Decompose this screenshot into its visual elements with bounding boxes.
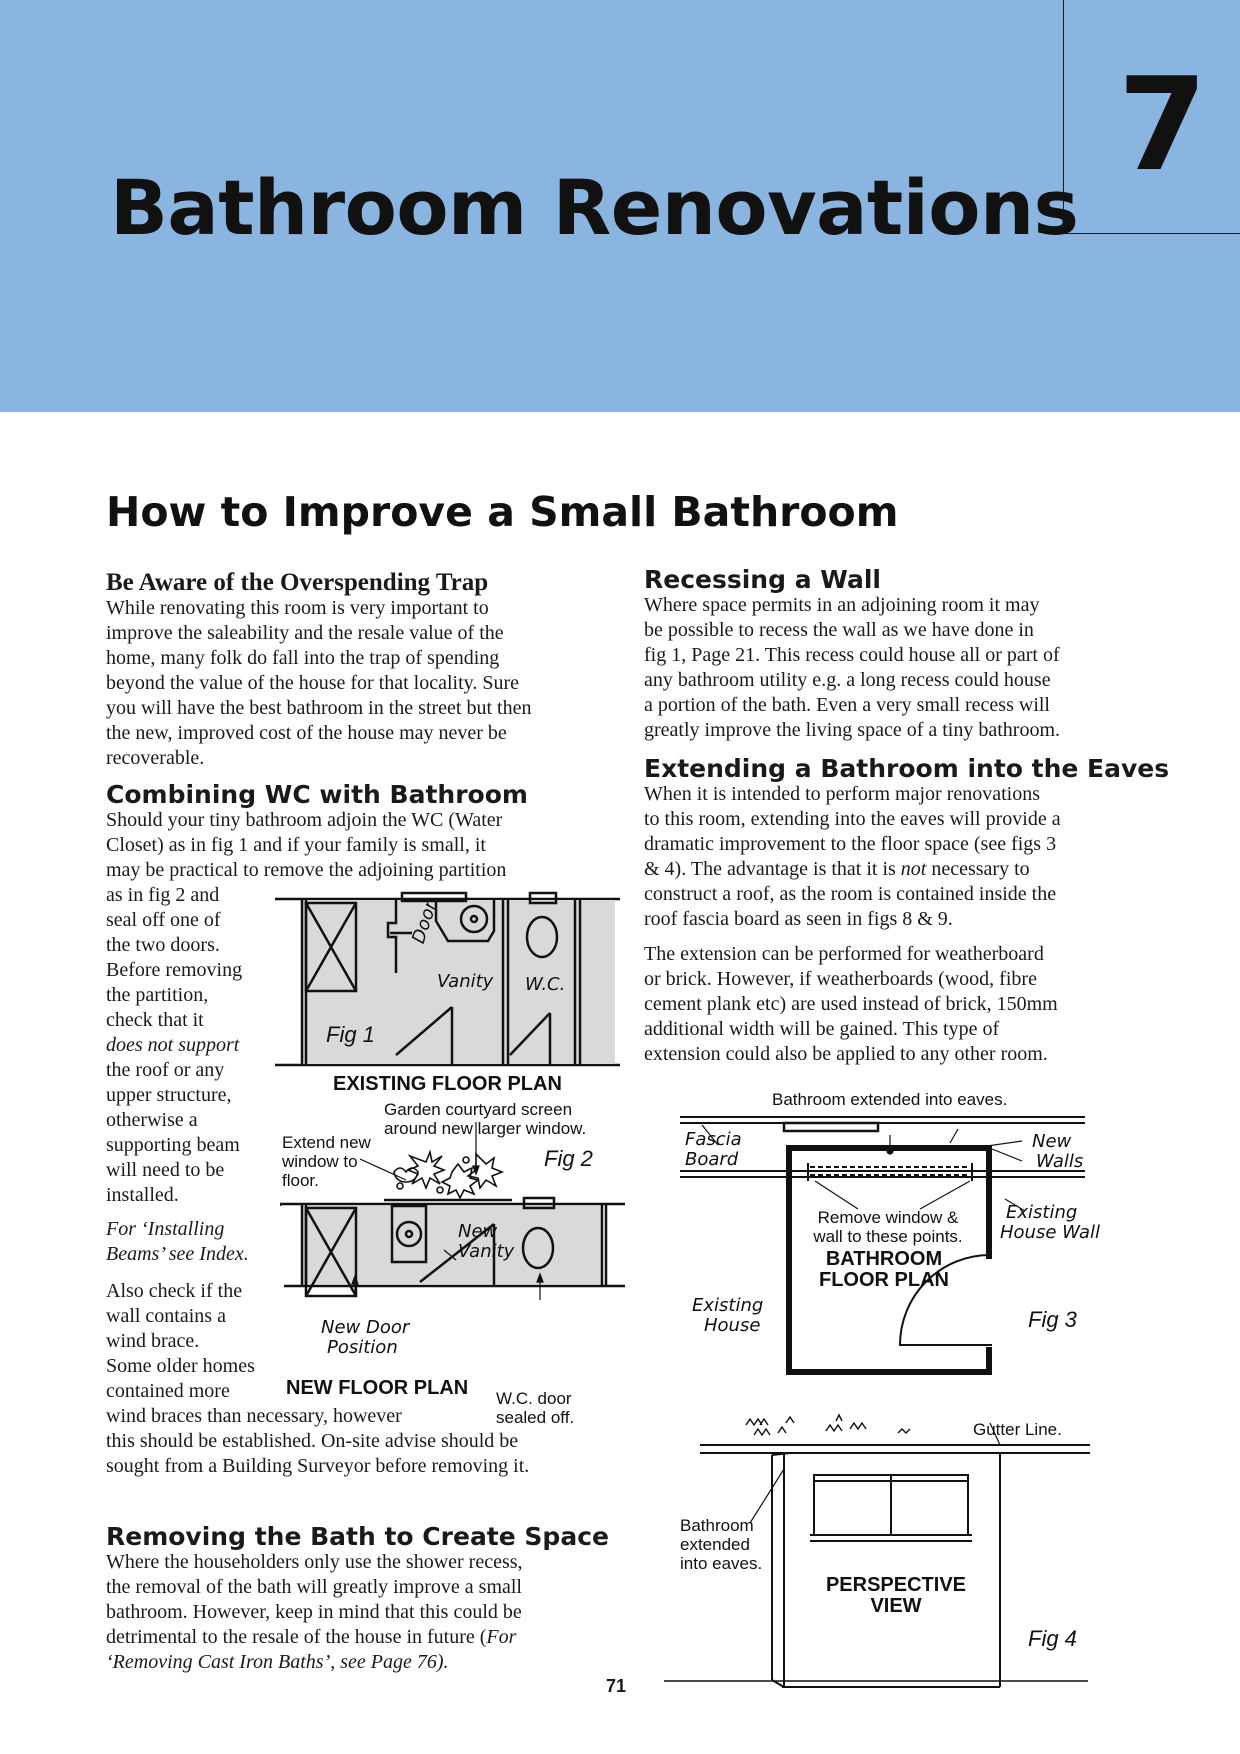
fig1-vanity-label: Vanity	[437, 971, 494, 992]
fig3-title	[798, 1249, 970, 1291]
text-line: The extension can be performed for weatherboard	[644, 943, 1044, 965]
fig2-new-door-label	[321, 1318, 409, 1358]
text-line: dramatic improvement to the floor space (see figs 3	[644, 833, 1057, 855]
heading-removing-bath: Removing the Bath to Create Space	[106, 1522, 609, 1551]
text-line: to this room, extending into the eaves will provide a	[644, 808, 1061, 830]
text-line: Remove window &	[817, 1208, 959, 1227]
text-line: FLOOR PLAN	[819, 1269, 949, 1291]
text-line: For ‘Installing	[106, 1218, 225, 1240]
text-line	[644, 857, 1061, 882]
text-line: wind braces than necessary, however	[106, 1405, 402, 1427]
heading-overspending: Be Aware of the Overspending Trap	[106, 569, 489, 596]
text-line: Should your tiny bathroom adjoin the WC (Water	[106, 809, 503, 831]
fig3-existing-house-wall-label	[1000, 1203, 1100, 1243]
text-line: bathroom. However, keep in mind that this could be	[106, 1601, 522, 1623]
text-line: the removal of the bath will greatly improve a small	[106, 1576, 522, 1598]
text-line: recoverable.	[106, 747, 205, 769]
text-line: House	[704, 1315, 761, 1336]
italic-span: For	[486, 1626, 517, 1648]
text-line: Vanity	[458, 1241, 515, 1262]
text-line: VIEW	[870, 1595, 922, 1617]
text-line: Existing	[692, 1295, 764, 1316]
fig1-caption: EXISTING FLOOR PLAN	[333, 1073, 562, 1095]
fig2-new-vanity-label	[458, 1222, 514, 1262]
text-line: Position	[327, 1337, 398, 1358]
text-line: contained more	[106, 1380, 230, 1402]
text-line: Before removing	[106, 959, 243, 981]
fig3-remove-window-note	[798, 1208, 978, 1246]
text-line: around new larger window.	[384, 1119, 587, 1138]
fig1-wc-label: W.C.	[525, 974, 566, 995]
heading-combining: Combining WC with Bathroom	[106, 780, 528, 809]
text-line: fig 1, Page 21. This recess could house all or part of	[644, 644, 1060, 666]
text-line: extended	[680, 1535, 750, 1554]
text-line: Extend new	[282, 1133, 371, 1152]
text-line: will need to be	[106, 1159, 225, 1181]
text-line: check that it	[106, 1009, 204, 1031]
text-line: seal off one of	[106, 909, 221, 931]
heading-recessing: Recessing a Wall	[644, 565, 881, 594]
text-line: When it is intended to perform major renovations	[644, 783, 1041, 805]
fig3-existing-house-label	[692, 1296, 763, 1336]
fig3-label: Fig 3	[1028, 1307, 1077, 1332]
section-title: How to Improve a Small Bathroom	[106, 488, 899, 536]
page-number: 71	[606, 1676, 627, 1696]
text-line: improve the saleability and the resale value of the	[106, 622, 504, 644]
fig2-wc-door-note	[496, 1389, 574, 1427]
paragraph-eaves	[644, 782, 1061, 932]
text-line: Garden courtyard screen	[384, 1100, 573, 1119]
text-line: New	[1032, 1131, 1072, 1152]
text-line: wind brace.	[106, 1330, 200, 1352]
text-line: extension could also be applied to any other room.	[644, 1043, 1048, 1065]
fig4-bathroom-extended-note	[680, 1516, 762, 1573]
text-line: Beams’ see Index.	[106, 1243, 249, 1265]
text-line: otherwise a	[106, 1109, 198, 1131]
text-line: construct a roof, as the room is contained inside the	[644, 883, 1057, 905]
text-line: may be practical to remove the adjoining partition	[106, 859, 507, 881]
paragraph-extension	[644, 942, 1058, 1067]
italic-span: not	[900, 858, 927, 880]
paragraph-removing-bath	[106, 1550, 523, 1675]
text-span: & 4). The advantage is that it is	[644, 858, 896, 880]
text-line: you will have the best bathroom in the street but then	[106, 697, 532, 719]
text-line: While renovating this room is very important to	[106, 597, 489, 619]
text-line: does not support	[106, 1034, 240, 1056]
text-line: the new, improved cost of the house may never be	[106, 722, 507, 744]
text-line: into eaves.	[680, 1554, 763, 1573]
paragraph-recessing	[644, 593, 1060, 743]
text-line: the two doors.	[106, 934, 220, 956]
text-line: Existing	[1006, 1202, 1078, 1223]
fig2-extend-window-note	[282, 1133, 371, 1190]
text-line: sought from a Building Surveyor before removing it.	[106, 1455, 530, 1477]
fig2-leader-door	[340, 1270, 560, 1310]
note-installing-beams	[106, 1217, 249, 1267]
text-line: Board	[685, 1149, 739, 1170]
fig3-fascia-label	[685, 1130, 742, 1170]
text-line: the roof or any	[106, 1059, 225, 1081]
text-line: wall contains a	[106, 1305, 226, 1327]
text-line: Also check if the	[106, 1280, 243, 1302]
text-line: supporting beam	[106, 1134, 240, 1156]
text-line: or brick. However, if weatherboards (wood, fibre	[644, 968, 1037, 990]
heading-eaves: Extending a Bathroom into the Eaves	[644, 754, 1170, 783]
text-line: a portion of the bath. Even a very small recess will	[644, 694, 1050, 716]
paragraph-overspending	[106, 596, 531, 771]
text-line: Closet) as in fig 1 and if your family is small, it	[106, 834, 486, 856]
text-line: be possible to recess the wall as we have done in	[644, 619, 1034, 641]
text-span: detrimental to the resale of the house in future (	[106, 1626, 487, 1648]
fig1-door-label: Door	[408, 898, 442, 947]
text-line: as in fig 2 and	[106, 884, 220, 906]
fig1-label: Fig 1	[326, 1022, 375, 1047]
fig2-garden-screen-note	[384, 1100, 586, 1138]
fig4-gutter-note: Gutter Line.	[973, 1420, 1062, 1439]
text-line	[106, 1625, 523, 1650]
text-line: Bathroom	[680, 1516, 754, 1535]
text-line: home, many folk do fall into the trap of spending	[106, 647, 500, 669]
text-line: greatly improve the living space of a tiny bathroom.	[644, 719, 1060, 741]
text-line: ‘Removing Cast Iron Baths’, see Page 76).	[106, 1651, 449, 1673]
text-line: any bathroom utility e.g. a long recess could house	[644, 669, 1051, 691]
fig2-caption: NEW FLOOR PLAN	[286, 1377, 469, 1399]
chapter-number: 7	[1118, 51, 1208, 200]
fig4-label: Fig 4	[1028, 1626, 1077, 1651]
chapter-title: Bathroom Renovations	[110, 163, 1079, 252]
text-line: Where the householders only use the shower recess,	[106, 1551, 523, 1573]
text-line: Fascia	[685, 1129, 742, 1150]
text-span: necessary to	[926, 858, 1030, 880]
text-line: roof fascia board as seen in figs 8 & 9.	[644, 908, 953, 930]
text-line: House Wall	[1000, 1222, 1100, 1243]
text-line: New	[458, 1221, 498, 1242]
text-line: BATHROOM	[825, 1248, 943, 1270]
fig2-label: Fig 2	[544, 1146, 593, 1171]
fig4-title	[806, 1575, 986, 1617]
text-line: window to	[282, 1152, 358, 1171]
text-line: W.C. door	[496, 1389, 572, 1408]
text-line: wall to these points.	[813, 1227, 963, 1246]
text-line: cement plank etc) are used instead of brick, 150mm	[644, 993, 1058, 1015]
text-line: Where space permits in an adjoining room it may	[644, 594, 1040, 616]
text-line: installed.	[106, 1184, 179, 1206]
text-line: upper structure,	[106, 1084, 232, 1106]
text-line: this should be established. On-site advise should be	[106, 1430, 519, 1452]
text-line: beyond the value of the house for that locality. Sure	[106, 672, 520, 694]
text-line: floor.	[282, 1171, 319, 1190]
text-line: additional width will be gained. This type of	[644, 1018, 1000, 1040]
text-line: PERSPECTIVE	[825, 1574, 967, 1596]
text-line: New Door	[321, 1317, 410, 1338]
text-line: sealed off.	[496, 1408, 575, 1427]
fig3-new-walls-label	[1032, 1132, 1083, 1172]
text-line: Walls	[1036, 1151, 1084, 1172]
text-line: Some older homes	[106, 1355, 255, 1377]
text-line: the partition,	[106, 984, 209, 1006]
fig3-top-note: Bathroom extended into eaves.	[772, 1090, 1008, 1109]
